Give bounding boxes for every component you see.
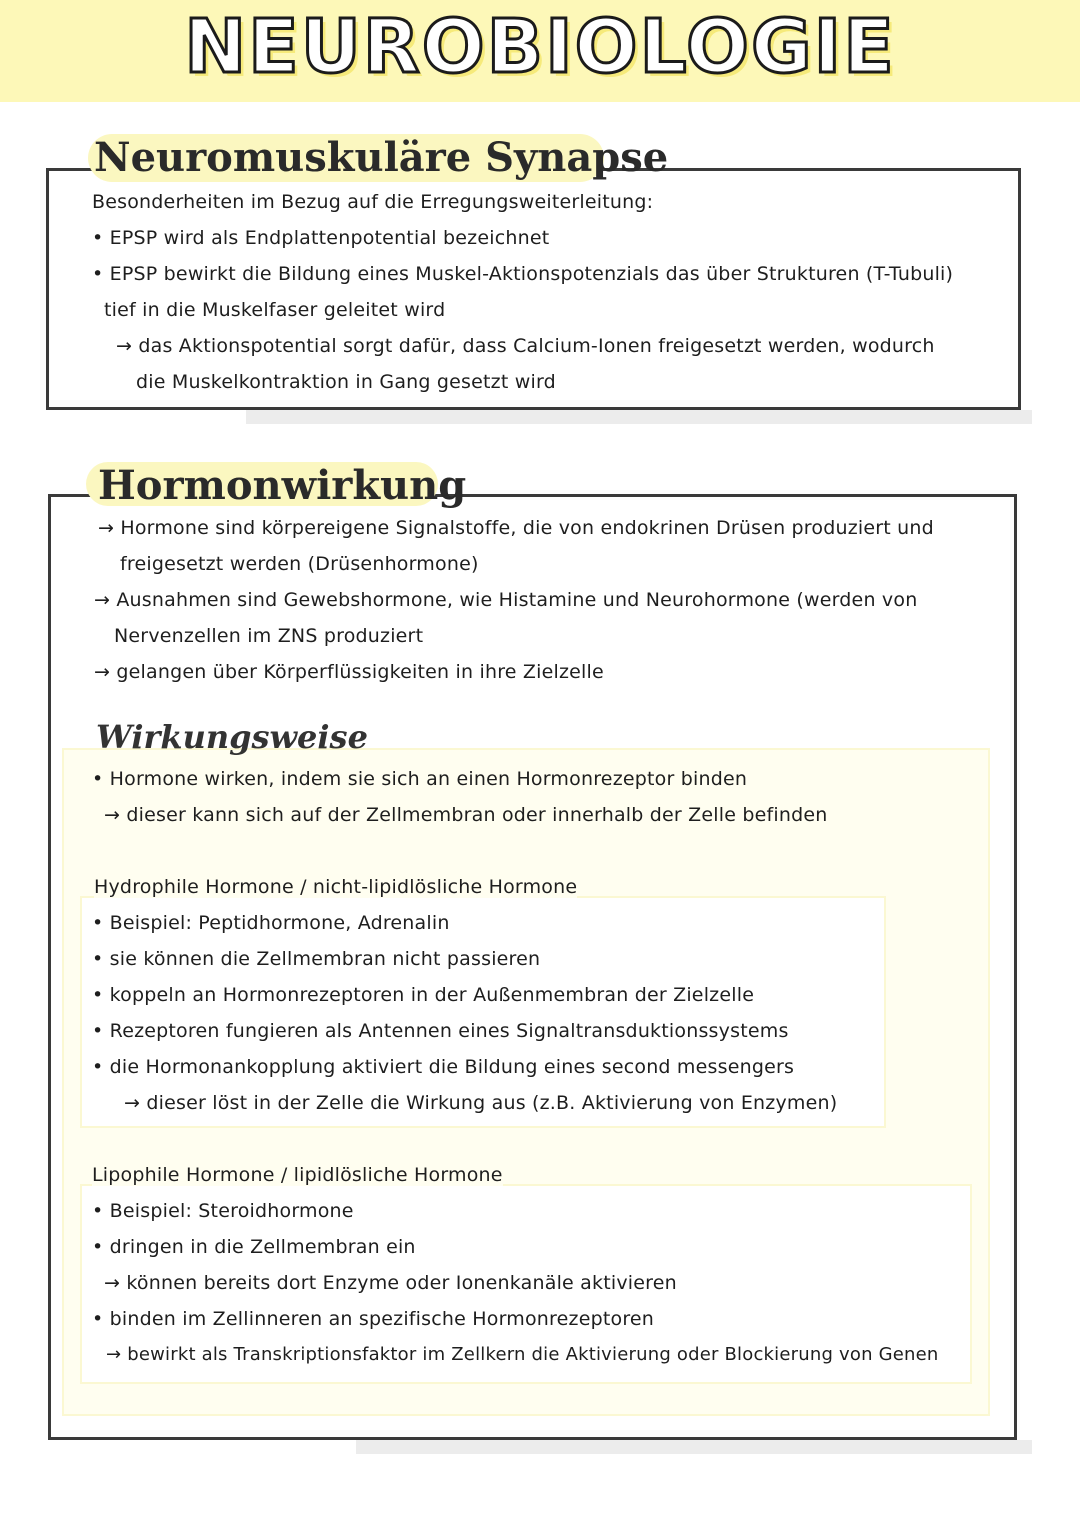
lipophil-line: • Beispiel: Steroidhormone [92, 1200, 354, 1222]
hydrophil-line: • Beispiel: Peptidhormone, Adrenalin [92, 912, 450, 934]
hydrophil-line: → dieser löst in der Zelle die Wirkung aus (z.B. Aktivierung von Enzymen) [124, 1092, 838, 1114]
synapse-line: → das Aktionspotential sorgt dafür, dass Calcium-Ionen freigesetzt werden, wodurch [116, 335, 935, 357]
hormon-shadow [356, 1440, 1032, 1454]
synapse-line: tief in die Muskelfaser geleitet wird [104, 299, 446, 321]
lipophil-line: • dringen in die Zellmembran ein [92, 1236, 416, 1258]
synapse-line: • EPSP bewirkt die Bildung eines Muskel-Aktionspotenzials das über Strukturen (T-Tubuli) [92, 263, 954, 285]
hydrophil-line: • sie können die Zellmembran nicht passieren [92, 948, 541, 970]
synapse-shadow [246, 410, 1032, 424]
wirkungsweise-line: → dieser kann sich auf der Zellmembran oder innerhalb der Zelle befinden [104, 804, 828, 826]
hormon-intro-line: → Ausnahmen sind Gewebshormone, wie Histamine und Neurohormone (werden von [94, 589, 918, 611]
hydrophil-line: • die Hormonankopplung aktiviert die Bildung eines second messengers [92, 1056, 795, 1078]
hormon-intro-line: → Hormone sind körpereigene Signalstoffe, die von endokrinen Drüsen produziert und [98, 517, 934, 539]
hormon-intro-line: Nervenzellen im ZNS produziert [114, 625, 424, 647]
lipophil-line: → können bereits dort Enzyme oder Ionenkanäle aktivieren [104, 1272, 677, 1294]
synapse-line: • EPSP wird als Endplattenpotential bezeichnet [92, 227, 550, 249]
wirkungsweise-heading: Wirkungsweise [96, 718, 368, 756]
synapse-line: die Muskelkontraktion in Gang gesetzt wird [136, 371, 556, 393]
hydrophil-line: • Rezeptoren fungieren als Antennen eines Signaltransduktionssystems [92, 1020, 789, 1042]
hydrophil-line: • koppeln an Hormonrezeptoren in der Außenmembran der Zielzelle [92, 984, 755, 1006]
lipophil-line: • binden im Zellinneren an spezifische Hormonrezeptoren [92, 1308, 655, 1330]
lipophil-line: → bewirkt als Transkriptionsfaktor im Zellkern die Aktivierung oder Blockierung von Genen [106, 1344, 939, 1365]
title-banner [0, 0, 1080, 102]
hormon-intro-line: → gelangen über Körperflüssigkeiten in ihre Zielzelle [94, 661, 604, 683]
synapse-line: Besonderheiten im Bezug auf die Erregungsweiterleitung: [92, 191, 654, 213]
hormon-intro-line: freigesetzt werden (Drüsenhormone) [120, 553, 479, 575]
page-title: NEUROBIOLOGIE [184, 4, 896, 90]
hydrophil-heading: Hydrophile Hormone / nicht-lipidlösliche Hormone [94, 876, 578, 898]
synapse-heading: Neuromuskuläre Synapse [94, 134, 669, 181]
lipophil-heading: Lipophile Hormone / lipidlösliche Hormone [92, 1164, 503, 1186]
wirkungsweise-line: • Hormone wirken, indem sie sich an einen Hormonrezeptor binden [92, 768, 748, 790]
hormon-heading: Hormonwirkung [98, 462, 467, 509]
